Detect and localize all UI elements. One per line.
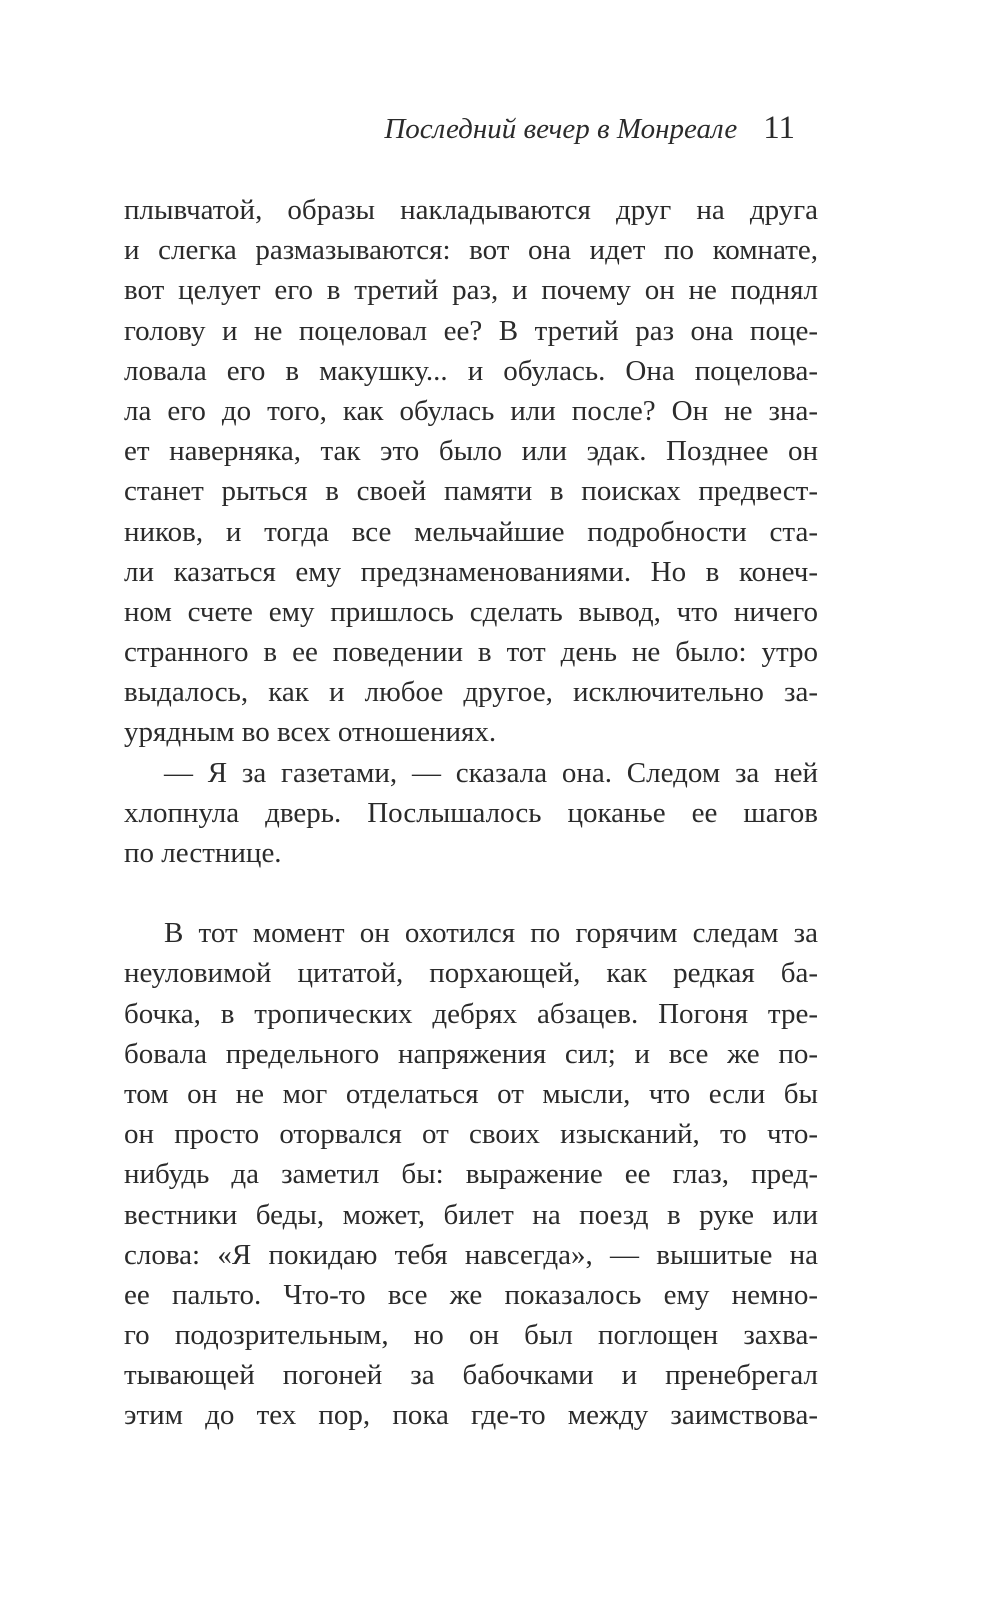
paragraph-new-section: [124, 913, 818, 1435]
text-line: голову и не поцеловал ее? В третий раз она поце-: [124, 314, 818, 347]
text-line: неуловимой цитатой, порхающей, как редкая ба-: [124, 957, 818, 990]
text-line: тывающей погоней за бабочками и пренебрегал: [124, 1359, 818, 1392]
text-line: нибудь да заметил бы: выражение ее глаз, пред-: [124, 1158, 818, 1191]
text-line: плывчатой, образы накладываются друг на друга: [124, 194, 818, 226]
running-head: [384, 110, 795, 160]
text-line: В тот момент он охотился по горячим следам за: [164, 917, 818, 950]
text-line: ном счете ему пришлось сделать вывод, что ничего: [124, 595, 818, 628]
text-line: том он не мог отделаться от мысли, что если бы: [124, 1077, 818, 1110]
text-line: ла его до того, как обулась или после? Он не зна-: [124, 394, 818, 427]
text-line: выдалось, как и любое другое, исключительно за-: [124, 676, 818, 709]
text-line: вот целует его в третий раз, и почему он не поднял: [124, 274, 818, 307]
text-line: он просто оторвался от своих изысканий, то что-: [124, 1118, 818, 1151]
text-line: странного в ее поведении в тот день не было: утро: [124, 636, 818, 669]
text-line: вестники беды, может, билет на поезд в руке или: [124, 1198, 818, 1231]
text-line: — Я за газетами, — сказала она. Следом за ней: [164, 756, 818, 789]
text-line: ее пальто. Что-то все же показалось ему немно-: [124, 1278, 818, 1311]
paragraph-dialogue: [124, 753, 818, 874]
text-line: этим до тех пор, пока где-то между заимствова-: [124, 1399, 818, 1432]
text-line: урядным во всех отношениях.: [124, 716, 497, 749]
text-line: ловала его в макушку... и обулась. Она поцелова-: [124, 354, 818, 387]
text-line: ет наверняка, так это было или эдак. Позднее он: [124, 435, 818, 468]
text-line: слова: «Я покидаю тебя навсегда», — вышитые на: [124, 1238, 818, 1271]
text-line: станет рыться в своей памяти в поисках предвест-: [124, 475, 818, 508]
text-line: ли казаться ему предзнаменованиями. Но в конеч-: [124, 555, 818, 588]
text-line: го подозрительным, но он был поглощен захва-: [124, 1319, 818, 1352]
running-title: Последний вечер в Монреале: [384, 113, 738, 145]
text-line: бочка, в тропических дебрях абзацев. Погоня тре-: [124, 997, 818, 1030]
text-line: ников, и тогда все мельчайшие подробности ста-: [124, 515, 818, 548]
page-number: 11: [763, 110, 795, 146]
text-block: [124, 190, 818, 1436]
text-line: и слегка размазываются: вот она идет по комнате,: [124, 234, 818, 267]
text-line: хлопнула дверь. Послышалось цоканье ее шагов: [124, 796, 818, 829]
paragraph-continued: [124, 190, 818, 753]
text-line: по лестнице.: [124, 837, 282, 869]
text-line: бовала предельного напряжения сил; и все же по-: [124, 1037, 818, 1070]
section-break: [124, 873, 818, 913]
